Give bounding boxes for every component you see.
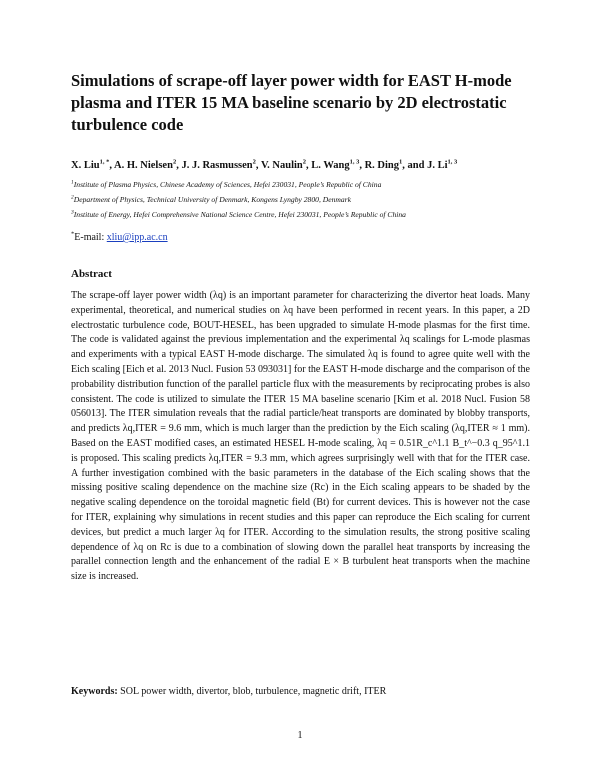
keywords-label: Keywords: xyxy=(71,686,118,697)
keywords-text: SOL power width, divertor, blob, turbulence, magnetic drift, ITER xyxy=(120,686,387,697)
abstract-body: The scrape-off layer power width (λq) is an important parameter for characterizing the divertor heat loads. Many experimental, theoretical, and numerical studies on λq have been performed in recent years. In this paper, a 2D electrostatic turbulence code, BOUT-HESEL, has been upgraded to simulate H-mode plasmas for the first time. The code is validated against the previous implementation and the experimental λq scalings for L-mode plasmas and experiments with a typical EAST H-mode discharge. The simulated λq is found to agree quite well with the Eich scaling [Eich et al. 2013 Nucl. Fusion 53 093031] for the EAST H-mode discharge and the comparison of the probability distribution function of the parallel particle flux with the measurements by reciprocating probes is also consistent. The code is utilized to simulate the ITER 15 MA baseline scenario [Kim et al. 2018 Nucl. Fusion 58 056013]. The ITER simulation reveals that the radial particle/heat transports are dominated by blobby transports, and predicts λq,ITER = 9.6 mm, which is much larger than the prediction by the Eich scaling (λq,ITER ≈ 1 mm). Based on the EAST modified cases, an estimated HESEL H-mode scaling, λq = 0.51R_c^1.1 B_t^−0.3 q_95^1.1 is proposed. This scaling predicts λq,ITER = 9.3 mm, which agrees surprisingly well with that for the ITER case. A further investigation combined with the basic parameters in the database of the Eich scaling shows that the missing positive scaling dependence on the machine size (Rc) in the Eich scaling appears to be shaded by the negative scaling dependence on the toroidal magnetic field (Bt) for current devices. This is however not the case for ITER, explaining why simulations in recent studies and this paper can reproduce the Eich scaling for current devices, but predict a much larger λq for ITER. According to the simulation results, the strong positive scaling dependence of λq on Rc is due to a combination of slowing down the parallel heat transports by increasing the parallel connection length and the enhancement of the radial E × B turbulent heat transports when the machine size is increased. xyxy=(71,290,530,583)
author-list: X. Liu$^{1, *}$, A. H. Nielsen$^2$, J. J. Rasmussen$^2$, V. Naulin$^2$, L. Wang$^{1, 3}$, R. Ding$^1$, and J. Li$^{1, 3}$ xyxy=(71,158,458,171)
abstract-heading: Abstract xyxy=(71,268,112,280)
author-name: A. H. Nielsen xyxy=(114,160,173,171)
corresponding-email xyxy=(71,231,530,244)
affiliation xyxy=(71,209,530,220)
keywords xyxy=(71,685,386,699)
affiliation-number: 2 xyxy=(71,194,74,201)
email-link[interactable]: xliu@ipp.ac.cn xyxy=(106,232,168,243)
author-affiliation-mark: 1, 3 xyxy=(349,158,360,166)
affiliation xyxy=(71,179,530,190)
author-name: R. Ding xyxy=(364,160,400,171)
author-affiliation-mark: 2 xyxy=(252,158,256,166)
affiliation-number: 1 xyxy=(71,179,74,186)
paper-title: Simulations of scrape-off layer power width for EAST H-mode plasma and ITER 15 MA baseline scenario by 2D electrostatic turbulence code xyxy=(71,71,512,134)
author-name: J. Li xyxy=(427,160,448,171)
affiliation-list xyxy=(71,179,530,220)
author-affiliation-mark: 1, 3 xyxy=(447,158,458,166)
author-affiliation-mark: 1, * xyxy=(99,158,110,166)
author-name: X. Liu xyxy=(71,160,100,171)
affiliation-text: Institute of Plasma Physics, Chinese Academy of Sciences, Hefei 230031, People’s Republic of China xyxy=(73,180,382,189)
email-marker: * xyxy=(71,230,75,238)
author-name: L. Wang xyxy=(311,160,350,171)
author-affiliation-mark: 1 xyxy=(399,158,403,166)
page-number: 1 xyxy=(297,730,303,741)
affiliation-number: 3 xyxy=(71,209,74,216)
author-affiliation-mark: 2 xyxy=(172,158,177,166)
affiliation-text: Department of Physics, Technical University of Denmark, Kongens Lyngby 2800, Denmark xyxy=(73,195,352,204)
author-name: J. J. Rasmussen xyxy=(181,160,253,171)
affiliation xyxy=(71,194,530,205)
author-affiliation-mark: 2 xyxy=(302,158,307,166)
email-label: E-mail: xyxy=(74,232,105,243)
affiliation-text: Institute of Energy, Hefei Comprehensive National Science Centre, Hefei 230031, People’s Republic of China xyxy=(73,210,406,219)
author-name: V. Naulin xyxy=(260,160,303,171)
